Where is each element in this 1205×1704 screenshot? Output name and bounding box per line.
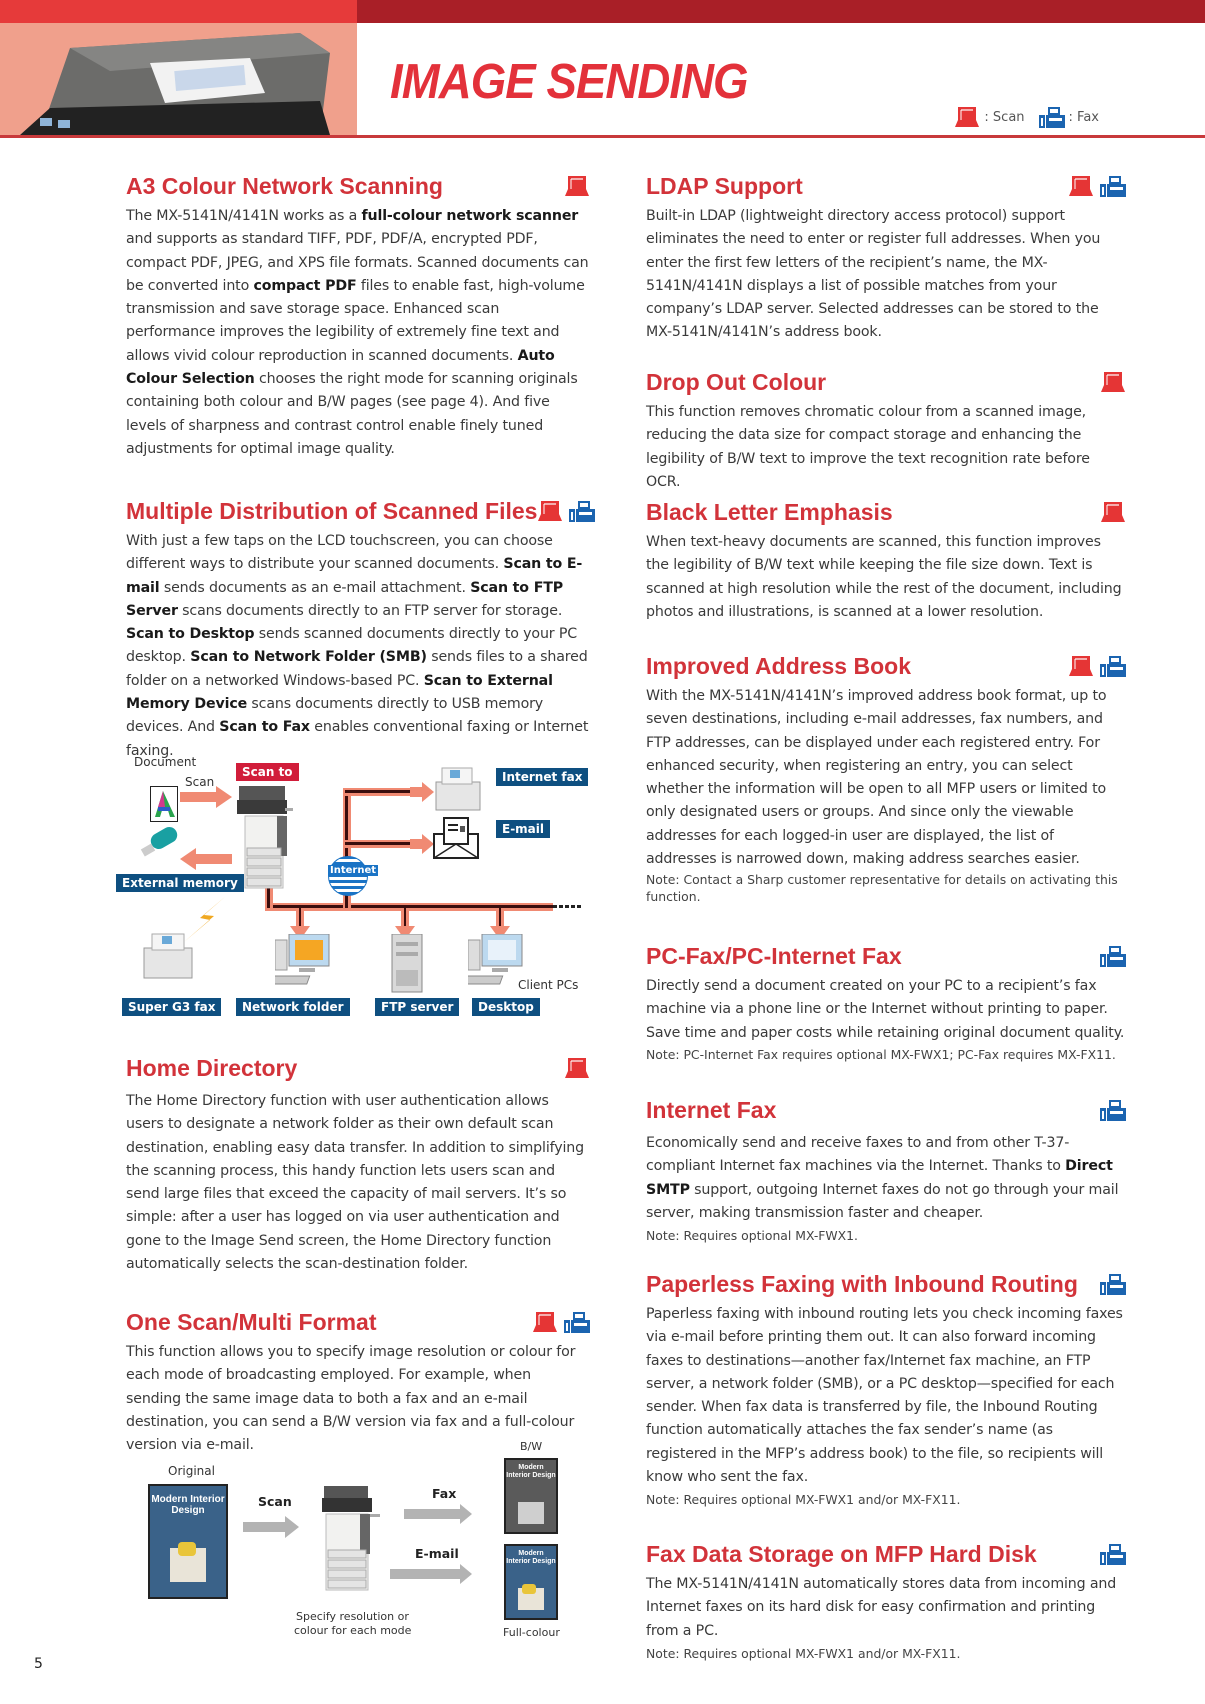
- section-body: Economically send and receive faxes to and from other T-37-compliant Internet fax machines via the Internet. Thanks to Direct SMTP support, outgoing Internet faxes do not go through your mail server, making transmission faster and cheaper.: [646, 1135, 1119, 1221]
- section-ldap-support: [646, 170, 1126, 345]
- section-home-directory: [126, 1052, 590, 1276]
- caption-line2: colour for each mode: [294, 1624, 412, 1637]
- section-title: Fax Data Storage on MFP Hard Disk: [646, 1540, 1037, 1567]
- section-title: Home Directory: [126, 1054, 298, 1081]
- fax-icon: [1100, 945, 1126, 967]
- section-title: Internet Fax: [646, 1096, 777, 1123]
- mfp-icon: [235, 786, 293, 896]
- scan-icon: [1100, 371, 1126, 393]
- full-colour-label: Full-colour: [503, 1626, 560, 1639]
- section-multiple-distribution: [126, 495, 590, 763]
- section-note: Note: Requires optional MX-FWX1 and/or MX-FX11.: [646, 1645, 961, 1661]
- header-rule: [0, 135, 1205, 138]
- fax-icon: [1100, 1099, 1126, 1121]
- section-title: LDAP Support: [646, 172, 803, 199]
- legend-fax-label: : Fax: [1068, 109, 1099, 125]
- scan-icon: [1068, 655, 1094, 677]
- full-colour-poster: Modern Interior Design: [504, 1544, 558, 1620]
- fax-icon: [1100, 655, 1126, 677]
- super-g3-fax-device-icon: [140, 930, 196, 980]
- section-title: A3 Colour Network Scanning: [126, 172, 443, 199]
- fax-icon: [1100, 175, 1126, 197]
- section-body: Paperless faxing with inbound routing lets you check incoming faxes via e-mail before printing them out. It can also forward incoming faxes to destinations—another fax/Internet fax machine, an FTP server, a network folder (SMB), or a PC desktop—specified for each sender. When fax data is transferred by file, the Inbound Routing function automatically attaches the fax sender’s name (as registered in the MFP’s address book) to the file, so recipients will know who sent the fax.: [646, 1306, 1123, 1486]
- section-title: Improved Address Book: [646, 652, 911, 679]
- usb-memory-icon: [138, 826, 182, 862]
- section-title: PC-Fax/PC-Internet Fax: [646, 942, 902, 969]
- fax-icon: [569, 500, 595, 522]
- section-body: With the MX-5141N/4141N’s improved address book format, up to seven destinations, including e-mail addresses, fax numbers, and FTP addresses, can be displayed under each registered entry. For enhanced security, when registering an entry, you can select whether the information will be open to all MFP users or limited to only designated users or groups. And since only the viewable addresses for each logged-in user are displayed, the list of addresses is narrowed down, making address searches easier.: [646, 688, 1107, 868]
- fax-icon: [1100, 1543, 1126, 1565]
- bw-label: B/W: [520, 1440, 543, 1453]
- section-drop-out-colour: [646, 366, 1126, 494]
- section-one-scan-multi-format: [126, 1306, 590, 1457]
- section-internet-fax: [646, 1094, 1126, 1244]
- scan-to-label: Scan to: [236, 763, 299, 781]
- multi-format-diagram: [130, 1440, 600, 1640]
- page-title: IMAGE SENDING: [390, 55, 748, 109]
- icon-legend: [954, 106, 1109, 128]
- header-bar-left: [0, 0, 357, 23]
- scan-icon: [564, 175, 590, 197]
- section-body: The MX-5141N/4141N works as a full-colour network scanner and supports as standard TIFF, PDF, PDF/A, encrypted PDF, compact PDF, JPEG, and XPS file formats. Scanned documents can be converted into compact PDF files to enable fast, high-volume transmission and save storage space. Enhanced scan performance improves the legibility of extremely fine text and allows vivid colour reproduction in scanned documents. Auto Colour Selection chooses the right mode for scanning originals containing both colour and B/W pages (see page 4). And five levels of sharpness and contrast control enable finely tuned adjustments for optimal image quality.: [126, 208, 589, 457]
- scan-icon: [564, 1057, 590, 1079]
- ftp-server-label: FTP server: [375, 998, 459, 1016]
- email-label: E-mail: [496, 820, 550, 838]
- document-label: Document: [134, 755, 197, 769]
- section-title: Paperless Faxing with Inbound Routing: [646, 1270, 1078, 1297]
- section-body: Directly send a document created on your PC to a recipient’s fax machine via a phone line or the Internet without printing to paper. Save time and paper costs while retaining original document quality.: [646, 978, 1125, 1041]
- header-bar-right: [357, 0, 1205, 23]
- bw-poster: Modern Interior Design: [504, 1458, 558, 1534]
- desktop-label: Desktop: [472, 998, 540, 1016]
- document-icon: [150, 786, 178, 822]
- ftp-server-icon: [390, 934, 426, 994]
- section-note: Note: Contact a Sharp customer representative for details on activating this function.: [646, 872, 1118, 905]
- section-note: Note: Requires optional MX-FWX1.: [646, 1228, 858, 1244]
- mfp-icon: [318, 1486, 380, 1598]
- legend-scan-label: : Scan: [984, 109, 1025, 125]
- client-pcs-label: Client PCs: [518, 978, 579, 992]
- fax-label: Fax: [432, 1486, 457, 1501]
- page-number: 5: [34, 1656, 43, 1672]
- scan-icon: [537, 500, 563, 522]
- scan-icon: [954, 106, 980, 128]
- section-body: The Home Directory function with user authentication allows users to designate a network folder as their own default scan destination, enabling easy data transfer. In addition to simplifying the scanning process, this handy function lets users scan and send large files that exceed the capacity of mail servers. It’s so simple: after a user has logged on via user authentication and gone to the Image Send screen, the Home Directory function automatically selects the scan-destination folder.: [126, 1093, 584, 1273]
- external-memory-label: External memory: [116, 874, 244, 892]
- section-title: Black Letter Emphasis: [646, 498, 893, 525]
- section-title: Multiple Distribution of Scanned Files: [126, 497, 538, 524]
- scan-icon: [532, 1311, 558, 1333]
- original-label: Original: [168, 1464, 215, 1478]
- section-improved-address-book: [646, 650, 1126, 905]
- mfp-header-photo: [0, 23, 357, 135]
- section-a3-colour-network-scanning: [126, 170, 590, 461]
- section-title: Drop Out Colour: [646, 368, 827, 395]
- network-folder-pc-icon: [275, 934, 333, 990]
- section-body: Built-in LDAP (lightweight directory access protocol) support eliminates the need to enter or register full addresses. When you enter the first few letters of the recipient’s name, the MX-5141N/4141N displays a list of possible matches from your company’s LDAP server. Selected addresses can be stored to the MX-5141N/4141N’s address book.: [646, 208, 1101, 341]
- scan-icon: [1100, 501, 1126, 523]
- internet-label: Internet: [330, 865, 377, 876]
- section-body: This function allows you to specify image resolution or colour for each mode of broadcasting employed. For example, when sending the same image data to both a fax and an e-mail destination, you can send a B/W version via fax and a full-colour version via e-mail.: [126, 1344, 576, 1454]
- section-note: Note: PC-Internet Fax requires optional MX-FWX1; PC-Fax requires MX-FX11.: [646, 1046, 1116, 1062]
- internet-fax-label: Internet fax: [496, 768, 588, 786]
- section-body: When text-heavy documents are scanned, this function improves the legibility of B/W text while keeping the file size down. Text is scanned at high resolution while the rest of the document, including photos and illustrations, is scanned at a lower resolution.: [646, 534, 1122, 620]
- internet-fax-device-icon: [432, 762, 484, 812]
- email-envelope-icon: [432, 816, 480, 860]
- section-fax-data-storage: [646, 1538, 1126, 1662]
- super-g3-fax-label: Super G3 fax: [122, 998, 221, 1016]
- section-body: This function removes chromatic colour from a scanned image, reducing the data size for compact storage and enhancing the legibility of B/W text to improve the text recognition rate before OCR.: [646, 404, 1090, 490]
- section-title: One Scan/Multi Format: [126, 1308, 377, 1335]
- scan-icon: [1068, 175, 1094, 197]
- section-body: With just a few taps on the LCD touchscreen, you can choose different ways to distribute your scanned documents. Scan to E-mail sends documents as an e-mail attachment. Scan to FTP Server scans documents directly to an FTP server for storage. Scan to Desktop sends scanned documents directly to your PC desktop. Scan to Network Folder (SMB) sends files to a shared folder on a networked Windows-based PC. Scan to External Memory Device scans documents directly to USB memory devices. And Scan to Fax enables conventional faxing or Internet faxing.: [126, 533, 589, 759]
- fax-icon: [564, 1311, 590, 1333]
- section-black-letter-emphasis: [646, 496, 1126, 624]
- scan-label: Scan: [185, 775, 215, 789]
- scan-label: Scan: [258, 1494, 292, 1509]
- email-label: E-mail: [415, 1546, 459, 1561]
- section-pc-fax: [646, 940, 1126, 1063]
- internet-globe-icon: [328, 856, 368, 896]
- network-folder-label: Network folder: [236, 998, 350, 1016]
- caption-line1: Specify resolution or: [296, 1610, 409, 1623]
- fax-icon: [1100, 1273, 1126, 1295]
- section-note: Note: Requires optional MX-FWX1 and/or MX-FX11.: [646, 1492, 961, 1508]
- section-body: The MX-5141N/4141N automatically stores data from incoming and Internet faxes on its hard disk for easy confirmation and printing from a PC.: [646, 1576, 1117, 1639]
- original-poster: Modern Interior Design: [148, 1484, 228, 1599]
- distribution-diagram: [110, 748, 600, 1018]
- section-paperless-faxing: [646, 1268, 1126, 1508]
- fax-icon: [1039, 106, 1065, 128]
